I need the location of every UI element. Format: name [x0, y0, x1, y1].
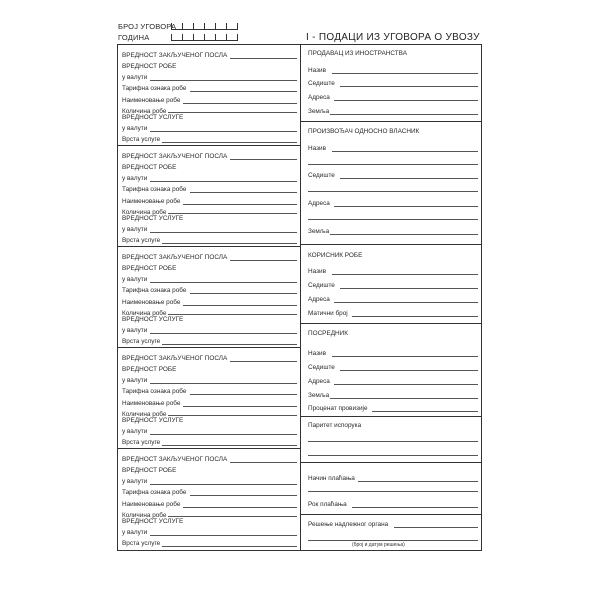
tariff-mark-label: Тарифна ознака робе: [122, 388, 187, 395]
contract-value-label: ВРЕДНОСТ ЗАКЉУЧЕНОГ ПОСЛА: [122, 456, 228, 463]
intermediary-country-field[interactable]: [330, 398, 478, 399]
year-label: ГОДИНА: [118, 33, 150, 42]
currency-label: у валути: [122, 175, 148, 182]
seller-name-field[interactable]: [332, 73, 478, 74]
manufacturer-country-label: Земља: [308, 228, 330, 235]
contract-value-field[interactable]: [230, 260, 297, 261]
seller-address-field[interactable]: [334, 100, 478, 101]
user-heading: КОРИСНИК РОБЕ: [308, 252, 363, 259]
intermediary-commission-label: Проценат провизије: [308, 405, 368, 412]
intermediary-address-label: Адреса: [308, 378, 330, 385]
service-type-field[interactable]: [162, 445, 297, 446]
authority-decision-label: Решење надлежног органа: [308, 521, 389, 528]
service-value-label: ВРЕДНОСТ УСЛУГЕ: [122, 417, 184, 424]
currency-field[interactable]: [150, 282, 297, 283]
manufacturer-country-field[interactable]: [330, 234, 478, 235]
tariff-mark-label: Тарифна ознака робе: [122, 489, 187, 496]
seller-country-label: Земља: [308, 108, 330, 115]
tariff-mark-field[interactable]: [190, 394, 297, 395]
service-currency-field[interactable]: [150, 131, 297, 132]
contract-value-field[interactable]: [230, 58, 297, 59]
service-currency-field[interactable]: [150, 535, 297, 536]
goods-name-field[interactable]: [183, 204, 297, 205]
tariff-mark-field[interactable]: [190, 91, 297, 92]
manufacturer-address-field-2[interactable]: [308, 219, 478, 220]
service-type-label: Врста услуге: [122, 237, 161, 244]
seller-heading: ПРОДАВАЦ ИЗ ИНОСТРАНСТВА: [308, 50, 407, 57]
goods-name-field[interactable]: [183, 305, 297, 306]
intermediary-heading: ПОСРЕДНИК: [308, 330, 348, 337]
tariff-mark-field[interactable]: [190, 192, 297, 193]
intermediary-name-label: Назив: [308, 350, 326, 357]
service-type-field[interactable]: [162, 546, 297, 547]
contract-value-field[interactable]: [230, 361, 297, 362]
user-address-field[interactable]: [334, 302, 478, 303]
user-reg-no-label: Матични број: [308, 310, 348, 317]
goods-name-label: Наименовање робе: [122, 97, 181, 104]
seller-country-field[interactable]: [330, 114, 478, 115]
seller-seat-field[interactable]: [340, 86, 478, 87]
divider: [300, 244, 482, 245]
service-type-label: Врста услуге: [122, 338, 161, 345]
goods-qty-field[interactable]: [168, 415, 297, 416]
user-seat-label: Седиште: [308, 282, 335, 289]
manufacturer-address-field[interactable]: [334, 206, 478, 207]
authority-decision-field-2[interactable]: [308, 540, 478, 541]
service-value-label: ВРЕДНОСТ УСЛУГЕ: [122, 316, 184, 323]
service-currency-field[interactable]: [150, 434, 297, 435]
year-boxes[interactable]: [171, 32, 238, 41]
payment-term-label: Рок плаћања: [308, 501, 347, 508]
contract-value-label: ВРЕДНОСТ ЗАКЉУЧЕНОГ ПОСЛА: [122, 355, 228, 362]
goods-value-label: ВРЕДНОСТ РОБЕ: [122, 467, 177, 474]
service-type-field[interactable]: [162, 142, 297, 143]
divider: [300, 416, 482, 417]
authority-decision-field[interactable]: [394, 527, 478, 528]
contract-value-field[interactable]: [230, 159, 297, 160]
intermediary-commission-field[interactable]: [372, 411, 478, 412]
service-type-field[interactable]: [162, 344, 297, 345]
service-value-label: ВРЕДНОСТ УСЛУГЕ: [122, 518, 184, 525]
goods-name-label: Наименовање робе: [122, 198, 181, 205]
service-type-label: Врста услуге: [122, 439, 161, 446]
contract-value-field[interactable]: [230, 462, 297, 463]
currency-label: у валути: [122, 478, 148, 485]
goods-value-label: ВРЕДНОСТ РОБЕ: [122, 265, 177, 272]
service-currency-field[interactable]: [150, 232, 297, 233]
contract-value-label: ВРЕДНОСТ ЗАКЉУЧЕНОГ ПОСЛА: [122, 254, 228, 261]
payment-term-field[interactable]: [352, 507, 478, 508]
intermediary-seat-field[interactable]: [340, 370, 478, 371]
authority-decision-note: (број и датум решења): [352, 542, 405, 548]
user-name-field[interactable]: [332, 274, 478, 275]
seller-seat-label: Седиште: [308, 80, 335, 87]
tariff-mark-label: Тарифна ознака робе: [122, 85, 187, 92]
goods-name-label: Наименовање робе: [122, 299, 181, 306]
service-type-label: Врста услуге: [122, 136, 161, 143]
manufacturer-address-label: Адреса: [308, 200, 330, 207]
contract-number-boxes[interactable]: [171, 21, 238, 30]
contract-value-label: ВРЕДНОСТ ЗАКЉУЧЕНОГ ПОСЛА: [122, 52, 228, 59]
tariff-mark-field[interactable]: [190, 293, 297, 294]
service-currency-field[interactable]: [150, 333, 297, 334]
goods-value-label: ВРЕДНОСТ РОБЕ: [122, 366, 177, 373]
service-currency-label: у валути: [122, 226, 148, 233]
user-address-label: Адреса: [308, 296, 330, 303]
goods-qty-label: Количина робе: [122, 512, 167, 519]
service-type-label: Врста услуге: [122, 540, 161, 547]
intermediary-country-label: Земља: [308, 392, 330, 399]
left-block-divider: [117, 246, 300, 247]
delivery-parity-field[interactable]: [308, 441, 478, 442]
service-type-field[interactable]: [162, 243, 297, 244]
tariff-mark-label: Тарифна ознака робе: [122, 287, 187, 294]
currency-label: у валути: [122, 74, 148, 81]
service-currency-label: у валути: [122, 327, 148, 334]
tariff-mark-field[interactable]: [190, 495, 297, 496]
service-currency-label: у валути: [122, 125, 148, 132]
currency-field[interactable]: [150, 181, 297, 182]
currency-field[interactable]: [150, 484, 297, 485]
service-value-label: ВРЕДНОСТ УСЛУГЕ: [122, 215, 184, 222]
service-currency-label: у валути: [122, 529, 148, 536]
goods-name-label: Наименовање робе: [122, 501, 181, 508]
manufacturer-seat-field[interactable]: [340, 178, 478, 179]
manufacturer-seat-field-2[interactable]: [308, 191, 478, 192]
goods-qty-field[interactable]: [168, 112, 297, 113]
manufacturer-name-field[interactable]: [332, 151, 478, 152]
goods-qty-field[interactable]: [168, 314, 297, 315]
payment-method-field-2[interactable]: [308, 491, 478, 492]
goods-value-label: ВРЕДНОСТ РОБЕ: [122, 63, 177, 70]
manufacturer-heading: ПРОИЗВОЂАЧ ОДНОСНО ВЛАСНИК: [308, 128, 420, 135]
currency-label: у валути: [122, 377, 148, 384]
goods-name-field[interactable]: [183, 103, 297, 104]
left-block-divider: [117, 347, 300, 348]
user-name-label: Назив: [308, 268, 326, 275]
currency-field[interactable]: [150, 80, 297, 81]
contract-number-label: БРОЈ УГОВОРА: [118, 22, 177, 31]
divider: [300, 514, 482, 515]
intermediary-address-field[interactable]: [334, 384, 478, 385]
divider: [300, 323, 482, 324]
form-title: I - ПОДАЦИ ИЗ УГОВОРА О УВОЗУ: [306, 32, 480, 43]
payment-method-field[interactable]: [358, 481, 478, 482]
goods-name-field[interactable]: [183, 507, 297, 508]
goods-qty-label: Количина робе: [122, 411, 167, 418]
goods-qty-label: Количина робе: [122, 108, 167, 115]
user-reg-no-field[interactable]: [352, 316, 478, 317]
goods-qty-label: Количина робе: [122, 310, 167, 317]
goods-qty-label: Количина робе: [122, 209, 167, 216]
manufacturer-name-label: Назив: [308, 145, 326, 152]
goods-name-label: Наименовање робе: [122, 400, 181, 407]
contract-value-label: ВРЕДНОСТ ЗАКЉУЧЕНОГ ПОСЛА: [122, 153, 228, 160]
intermediary-seat-label: Седиште: [308, 364, 335, 371]
left-block-divider: [117, 448, 300, 449]
intermediary-name-field[interactable]: [332, 356, 478, 357]
goods-value-label: ВРЕДНОСТ РОБЕ: [122, 164, 177, 171]
divider: [300, 462, 482, 463]
delivery-parity-field-2[interactable]: [308, 455, 478, 456]
goods-qty-field[interactable]: [168, 213, 297, 214]
goods-name-field[interactable]: [183, 406, 297, 407]
left-block-divider: [117, 145, 300, 146]
currency-label: у валути: [122, 276, 148, 283]
manufacturer-seat-label: Седиште: [308, 172, 335, 179]
currency-field[interactable]: [150, 383, 297, 384]
manufacturer-name-field-2[interactable]: [308, 164, 478, 165]
tariff-mark-label: Тарифна ознака робе: [122, 186, 187, 193]
delivery-parity-label: Паритет испорука: [308, 422, 362, 429]
goods-qty-field[interactable]: [168, 516, 297, 517]
seller-address-label: Адреса: [308, 94, 330, 101]
seller-name-label: Назив: [308, 67, 326, 74]
service-currency-label: у валути: [122, 428, 148, 435]
payment-method-label: Начин плаћања: [308, 475, 355, 482]
user-seat-field[interactable]: [340, 288, 478, 289]
service-value-label: ВРЕДНОСТ УСЛУГЕ: [122, 114, 184, 121]
divider: [300, 121, 482, 122]
